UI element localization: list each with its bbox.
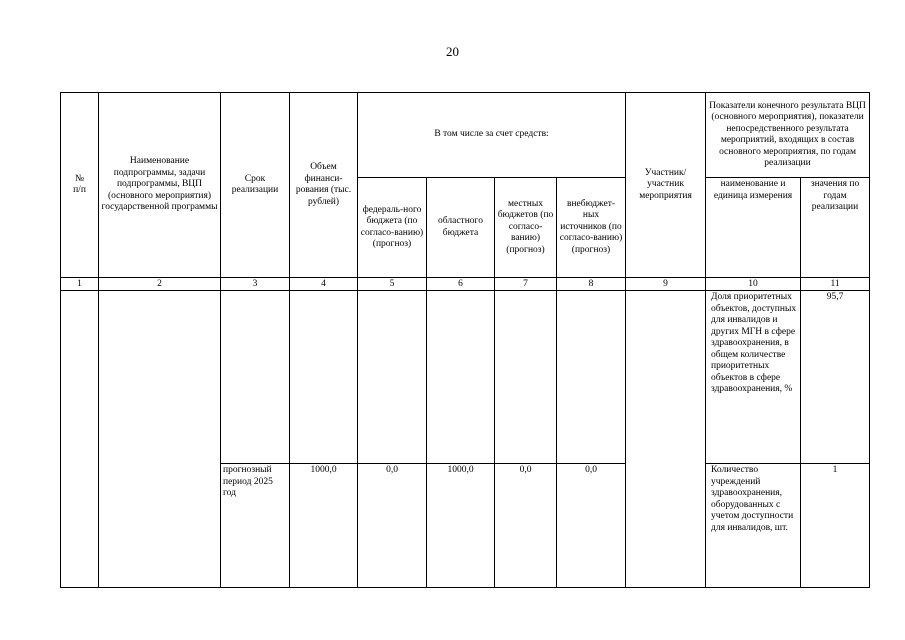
offbudget-cell — [557, 291, 626, 464]
total-cell: 1000,0 — [290, 464, 358, 588]
table-row — [61, 291, 870, 464]
header-local: местных бюджетов (по согласо-ванию) (прогноз) — [495, 178, 557, 278]
indicator-name-cell: Количество учреждений здравоохранения, оборудованных с учетом доступности для инвалидов, шт. — [706, 464, 801, 588]
column-number: 4 — [290, 278, 358, 291]
regional-cell — [427, 291, 495, 464]
regional-cell: 1000,0 — [427, 464, 495, 588]
column-number: 7 — [495, 278, 557, 291]
local-cell: 0,0 — [495, 464, 557, 588]
column-number: 9 — [626, 278, 706, 291]
period-cell: прогнозный период 2025 год — [221, 464, 290, 588]
row-name-cell — [99, 291, 221, 588]
header-number: № п/п — [61, 93, 99, 278]
program-table — [60, 92, 870, 588]
header-federal: федераль-ного бюджета (по согласо-ванию) (прогноз) — [358, 178, 427, 278]
header-participant: Участник/ участник мероприятия — [626, 93, 706, 278]
period-cell — [221, 291, 290, 464]
local-cell — [495, 291, 557, 464]
column-number: 2 — [99, 278, 221, 291]
column-number: 3 — [221, 278, 290, 291]
header-indicator-values: значения по годам реализации — [801, 178, 870, 278]
indicator-value-cell: 95,7 — [801, 291, 870, 464]
column-number: 11 — [801, 278, 870, 291]
total-cell — [290, 291, 358, 464]
participant-cell — [626, 291, 706, 588]
header-row-1 — [61, 93, 870, 178]
header-total: Объем финанси-рования (тыс. рублей) — [290, 93, 358, 278]
indicator-value-cell: 1 — [801, 464, 870, 588]
header-name: Наименование подпрограммы, задачи подпрограммы, ВЦП (основного мероприятия) государственной программы — [99, 93, 221, 278]
indicator-name-cell: Доля приоритетных объектов, доступных для инвалидов и других МГН в сфере здравоохранения, в общем количестве приоритетных объектов в сфере здравоохранения, % — [706, 291, 801, 464]
column-numbers-row — [61, 278, 870, 291]
header-indicator-name: наименование и единица измерения — [706, 178, 801, 278]
federal-cell: 0,0 — [358, 464, 427, 588]
header-indicators-group: Показатели конечного результата ВЦП (основного мероприятия), показатели непосредственного результата мероприятий, входящих в состав основного мероприятия, по годам реализации — [706, 93, 870, 178]
header-period: Срок реализации — [221, 93, 290, 278]
header-funding-group: В том числе за счет средств: — [358, 93, 626, 178]
column-number: 1 — [61, 278, 99, 291]
federal-cell — [358, 291, 427, 464]
offbudget-cell: 0,0 — [557, 464, 626, 588]
page-number: 20 — [446, 44, 459, 59]
column-number: 6 — [427, 278, 495, 291]
column-number: 8 — [557, 278, 626, 291]
header-regional: областного бюджета — [427, 178, 495, 278]
header-offbudget: внебюджет-ных источников (по согласо-ванию) (прогноз) — [557, 178, 626, 278]
column-number: 5 — [358, 278, 427, 291]
column-number: 10 — [706, 278, 801, 291]
row-number-cell — [61, 291, 99, 588]
